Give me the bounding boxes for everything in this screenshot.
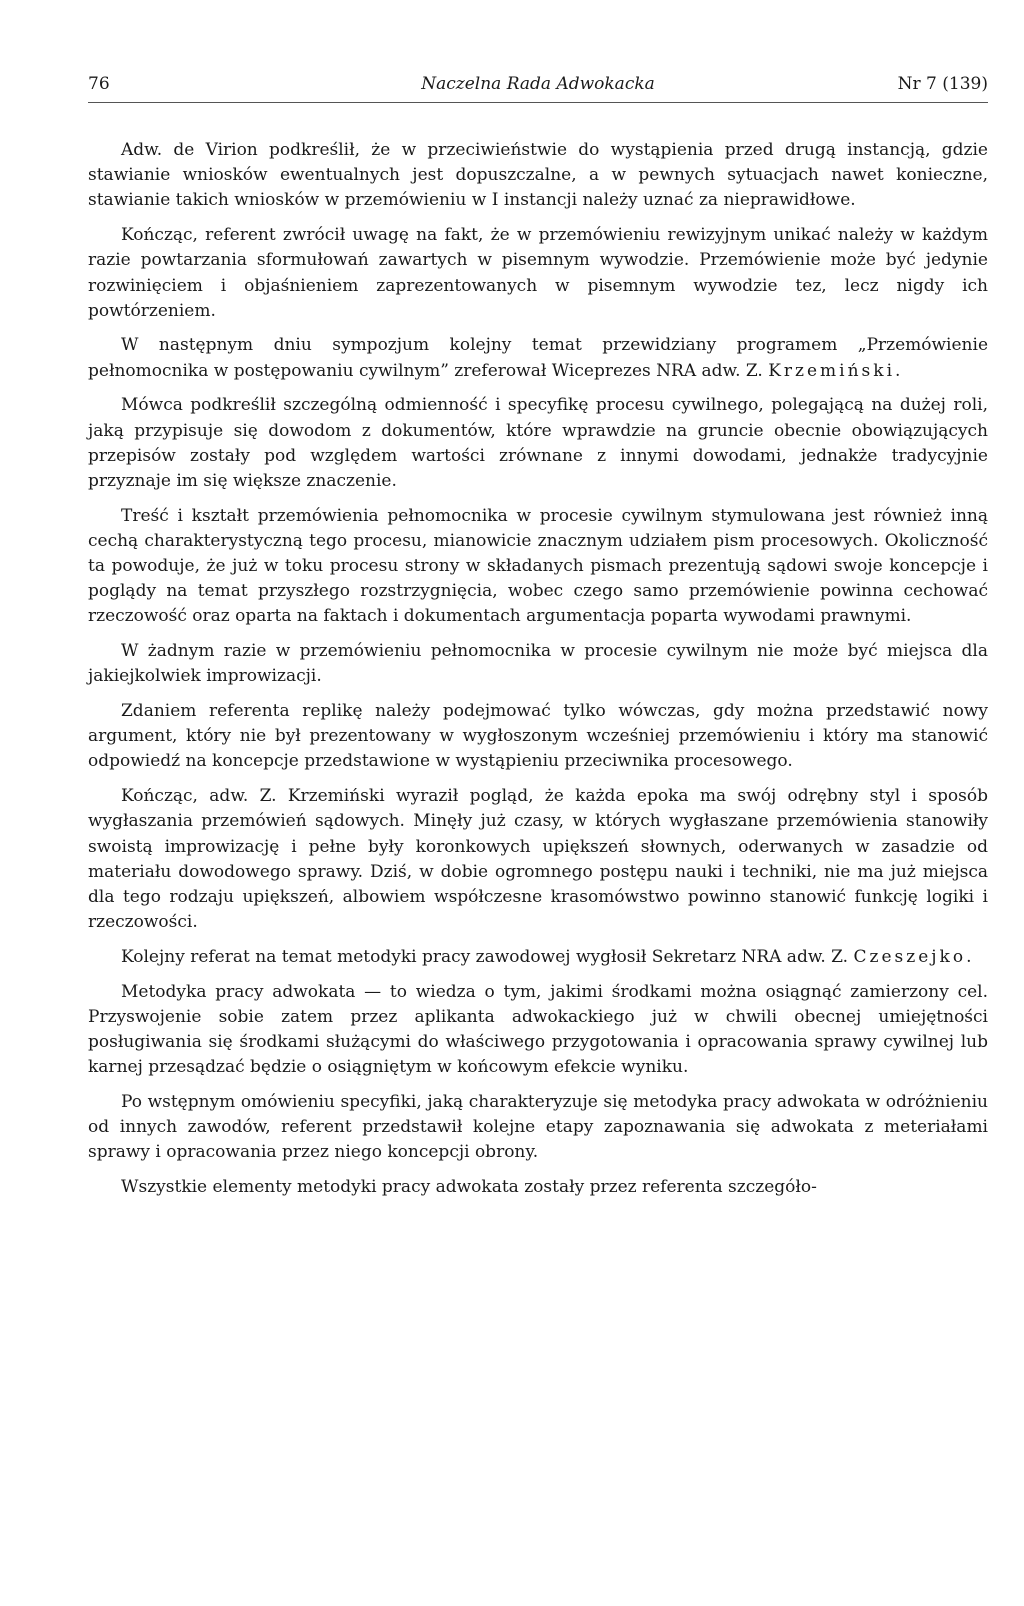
paragraph-text: W następnym dniu sympozjum kolejny temat przewidziany programem „Przemówienie pełnomocnika w postępowaniu cywilnym” zreferował Wiceprezes NRA adw. Z. bbox=[88, 335, 988, 381]
paragraph-text: Wszystkie elementy metodyki pracy adwokata zostały przez referenta szczegóło- bbox=[121, 1177, 817, 1198]
paragraph bbox=[88, 784, 988, 935]
body-text bbox=[88, 138, 988, 1210]
paragraph-text: Treść i kształt przemówienia pełnomocnika w procesie cywilnym stymulowana jest również inną cechą charakterystyczną tego procesu, mianowicie znacznym udziałem pism procesowych. Okoliczność ta powoduje, że już w toku procesu strony w składanych pismach prezentują sądowi swoje koncepcje i poglądy na temat przyszłego rozstrzygnięcia, wobec czego samo przemówienie powinna cechować rzeczowość oraz oparta na faktach i dokumentach argumentacja poparta wywodami prawnymi. bbox=[88, 505, 988, 627]
paragraph-text: . bbox=[966, 946, 972, 967]
paragraph-text: . bbox=[895, 360, 901, 381]
paragraph bbox=[88, 1175, 988, 1200]
paragraph-text: Mówca podkreślił szczególną odmienność i specyfikę procesu cywilnego, polegającą na dużej roli, jaką przypisuje się dowodom z dokumentów, które wprawdzie na gruncie obecnie obowiązujących przepisów zostały pod względem wartości zrównane z innymi dowodami, jednakże tradycyjnie przyznaje im się większe znaczenie. bbox=[88, 395, 988, 491]
speaker-name: Krzemiński bbox=[768, 360, 896, 381]
paragraph-text: W żadnym razie w przemówieniu pełnomocnika w procesie cywilnym nie może być miejsca dla jakiejkolwiek improwizacji. bbox=[88, 641, 988, 687]
issue-number: Nr 7 (139) bbox=[897, 74, 988, 94]
paragraph-text: Kończąc, referent zwrócił uwagę na fakt, że w przemówieniu rewizyjnym unikać należy w każdym razie powtarzania sformułowań zawartych w pisemnym wywodzie. Przemówienie może być jedynie rozwinięciem i objaśnieniem zaprezentowanych w pisemnym wywodzie tez, lecz nigdy ich powtórzeniem. bbox=[88, 225, 988, 321]
paragraph bbox=[88, 393, 988, 494]
paragraph bbox=[88, 980, 988, 1081]
paragraph-text: Po wstępnym omówieniu specyfiki, jaką charakteryzuje się metodyka pracy adwokata w odróżnieniu od innych zawodów, referent przedstawił kolejne etapy zapoznawania się adwokata z meteriałami sprawy i opracowania przez niego koncepcji obrony. bbox=[88, 1091, 988, 1163]
paragraph bbox=[88, 945, 988, 970]
paragraph-text: Kolejny referat na temat metodyki pracy zawodowej wygłosił Sekretarz NRA adw. Z. bbox=[121, 946, 854, 967]
journal-title: Naczelna Rada Adwokacka bbox=[421, 74, 655, 94]
header-rule bbox=[88, 102, 988, 103]
paragraph-text: Kończąc, adw. Z. Krzemiński wyraził pogląd, że każda epoka ma swój odrębny styl i sposób wygłaszania przemówień sądowych. Minęły już czasy, w których wygłaszane przemówienia stanowiły swoistą improwizację i pełne były koronkowych upiększeń słownych, oderwanych w zasadzie od materiału dowodowego sprawy. Dziś, w dobie ogromnego postępu nauki i techniki, nie ma już miejsca dla tego rodzaju upiększeń, albowiem współczesne krasomówstwo powinno stanowić funkcję logiki i rzeczowości. bbox=[88, 786, 988, 933]
page-number: 76 bbox=[88, 74, 110, 94]
paragraph-text: Adw. de Virion podkreślił, że w przeciwieństwie do wystąpienia przed drugą instancją, gdzie stawianie wniosków ewentualnych jest dopuszczalne, a w pewnych sytuacjach nawet konieczne, stawianie takich wniosków w przemówieniu w I instancji należy uznać za nieprawidłowe. bbox=[88, 140, 988, 211]
speaker-name: Czeszejko bbox=[853, 946, 967, 967]
paragraph-text: Metodyka pracy adwokata — to wiedza o tym, jakimi środkami można osiągnąć zamierzony cel. Przyswojenie sobie zatem przez aplikanta adwokackiego już w chwili obecnej umiejętności posługiwania się środkami służącymi do właściwego przygotowania i opracowania sprawy cywilnej lub karnej przesądzać będzie o osiągniętym w końcowym efekcie wyniku. bbox=[88, 981, 988, 1078]
paragraph bbox=[88, 333, 988, 383]
running-header bbox=[88, 74, 988, 100]
paragraph bbox=[88, 504, 988, 630]
paragraph bbox=[88, 639, 988, 689]
paragraph bbox=[88, 138, 988, 214]
paragraph bbox=[88, 223, 988, 324]
paragraph bbox=[88, 1090, 988, 1166]
paragraph bbox=[88, 699, 988, 775]
paragraph-text: Zdaniem referenta replikę należy podejmować tylko wówczas, gdy można przedstawić nowy argument, który nie był prezentowany w wygłoszonym wcześniej przemówieniu i który ma stanowić odpowiedź na koncepcje przedstawione w wystąpieniu przeciwnika procesowego. bbox=[88, 701, 988, 772]
